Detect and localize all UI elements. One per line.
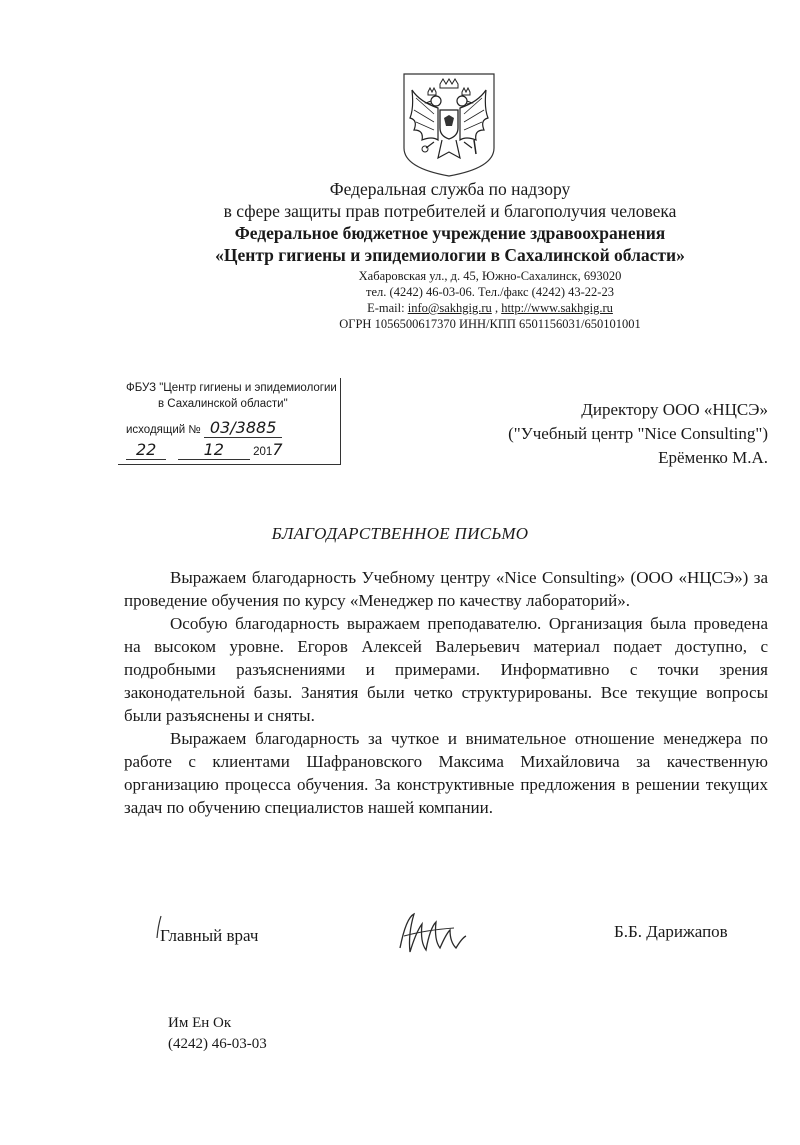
addressee-name: Ерёменко М.А. bbox=[658, 448, 768, 467]
signer-role: Главный врач bbox=[160, 926, 259, 945]
letter-body bbox=[124, 566, 768, 819]
outgoing-stamp bbox=[118, 378, 341, 465]
coat-of-arms-emblem-icon bbox=[398, 68, 500, 178]
email-link[interactable]: info@sakhgig.ru bbox=[407, 301, 492, 315]
stamp-month: 12 bbox=[178, 440, 250, 460]
contact-block bbox=[168, 1013, 267, 1055]
document-title: БЛАГОДАРСТВЕННОЕ ПИСЬМО bbox=[271, 524, 529, 543]
addressee-org: ("Учебный центр "Nice Consulting") bbox=[508, 424, 768, 443]
email-website-line bbox=[230, 300, 750, 316]
stamp-year-prefix: 201 bbox=[253, 446, 273, 458]
agency-name-line2: в сфере защиты прав потребителей и благополучия человека bbox=[223, 201, 677, 221]
stamp-outgoing-label: исходящий № bbox=[126, 424, 201, 436]
paragraph-2: Особую благодарность выражаем преподавателю. Организация была проведена на высоком уровне. Егоров Алексей Валерьевич материал подает доступно, с подробными разъяснениями и примерами. Информативно с точки зрения законодательной базы. Занятия были четко структурированы. Все текущие вопросы были разъяснены и сняты. bbox=[124, 614, 768, 725]
addressee-block bbox=[508, 398, 768, 470]
stamp-date-row bbox=[126, 440, 283, 459]
contact-person: Им Ен Ок bbox=[168, 1015, 232, 1031]
institution-name-line2: «Центр гигиены и эпидемиологии в Сахалинской области» bbox=[215, 245, 685, 265]
stamp-outgoing-row bbox=[126, 418, 282, 437]
agency-name-line1: Федеральная служба по надзору bbox=[329, 179, 571, 199]
handwritten-signature bbox=[396, 908, 476, 958]
institution-name-line1: Федеральное бюджетное учреждение здравоохранения bbox=[234, 223, 666, 243]
letterhead bbox=[150, 178, 750, 332]
signer-name: Б.Б. Дарижапов bbox=[614, 922, 728, 941]
stamp-outgoing-number: 03/3885 bbox=[204, 418, 282, 438]
paragraph-1: Выражаем благодарность Учебному центру «Nice Consulting» (ООО «НЦСЭ») за проведение обучения по курсу «Менеджер по качеству лабораторий». bbox=[124, 568, 768, 610]
registry-numbers: ОГРН 1056500617370 ИНН/КПП 6501156031/650101001 bbox=[339, 317, 641, 331]
stamp-year-suffix: 7 bbox=[272, 440, 283, 459]
stamp-org-line1: ФБУЗ "Центр гигиены и эпидемиологии bbox=[126, 382, 337, 394]
address: Хабаровская ул., д. 45, Южно-Сахалинск, 693020 bbox=[358, 269, 622, 283]
paragraph-3: Выражаем благодарность за чуткое и внимательное отношение менеджера по работе с клиентами Шафрановского Максима Михайловича за качественную организацию процесса обучения. За конструктивные предложения в решении текущих задач по обучению специалистов нашей компании. bbox=[124, 729, 768, 817]
addressee-position: Директору ООО «НЦСЭ» bbox=[581, 400, 768, 419]
stamp-day: 22 bbox=[126, 440, 166, 460]
email-label: E-mail: bbox=[367, 301, 408, 315]
phones: тел. (4242) 46-03-06. Тел./факс (4242) 43-22-23 bbox=[366, 285, 614, 299]
stamp-org-line2: в Сахалинской области" bbox=[158, 398, 288, 410]
contact-phone: (4242) 46-03-03 bbox=[168, 1036, 267, 1052]
link-separator: , bbox=[491, 301, 502, 315]
website-link[interactable]: http://www.sakhgig.ru bbox=[501, 301, 613, 315]
